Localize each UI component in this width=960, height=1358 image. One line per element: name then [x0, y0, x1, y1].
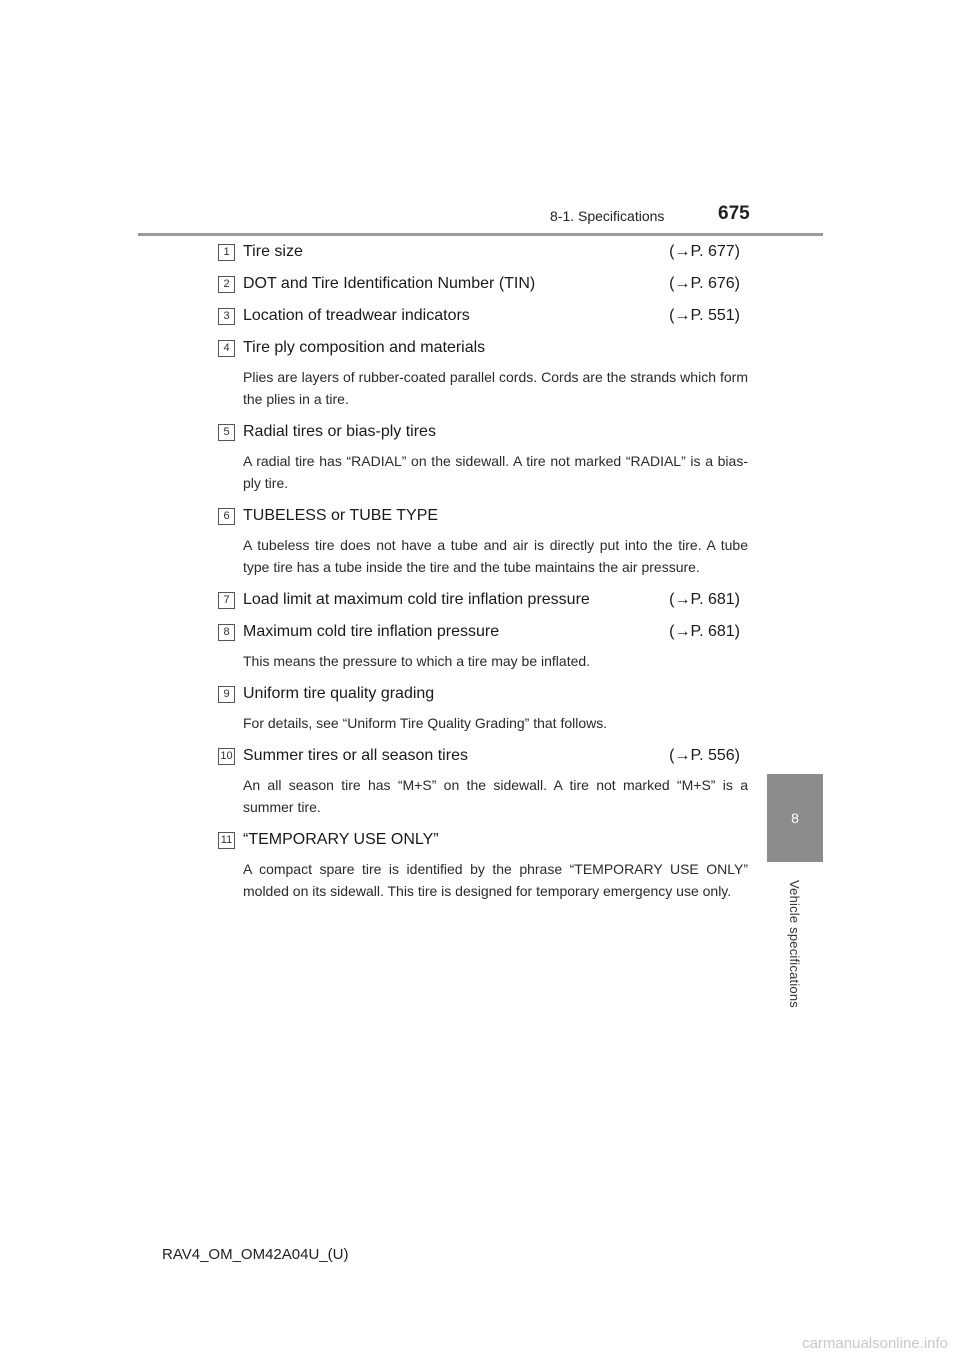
item-title: Tire ply composition and materials [243, 339, 486, 356]
item-heading [218, 302, 748, 330]
item-heading [218, 680, 748, 708]
list-item [218, 502, 748, 578]
list-item [218, 742, 748, 818]
list-item [218, 334, 748, 410]
item-description: Plies are layers of rubber-coated parallel cords. Cords are the strands which form the plies in a tire. [243, 369, 748, 407]
chapter-number: 8 [791, 810, 799, 826]
item-number-badge: 7 [218, 592, 235, 609]
item-description: For details, see “Uniform Tire Quality Grading” that follows. [243, 715, 608, 731]
item-title: Load limit at maximum cold tire inflation pressure [243, 591, 590, 608]
page-reference-link[interactable]: (→P. 676) [669, 275, 740, 292]
page-reference-link[interactable]: (→P. 681) [669, 623, 740, 640]
item-number-badge: 9 [218, 686, 235, 703]
tire-label-items [218, 238, 748, 910]
item-number-badge: 4 [218, 340, 235, 357]
list-item [218, 270, 748, 298]
item-heading [218, 238, 748, 266]
item-title: Tire size [243, 243, 303, 260]
item-number-badge: 8 [218, 624, 235, 641]
item-number-badge: 11 [218, 832, 235, 849]
item-title: “TEMPORARY USE ONLY” [243, 831, 439, 848]
page-reference-link[interactable]: (→P. 551) [669, 307, 740, 324]
list-item [218, 418, 748, 494]
item-description: A radial tire has “RADIAL” on the sidewall. A tire not marked “RADIAL” is a bias-ply tire. [243, 453, 748, 491]
item-number-badge: 10 [218, 748, 235, 765]
item-title: Maximum cold tire inflation pressure [243, 623, 500, 640]
list-item [218, 618, 748, 672]
section-title: 8-1. Specifications [550, 208, 665, 224]
page-reference-link[interactable]: (→P. 681) [669, 591, 740, 608]
item-number-badge: 6 [218, 508, 235, 525]
item-heading [218, 586, 748, 614]
list-item [218, 586, 748, 614]
page-number: 675 [718, 203, 750, 224]
page-reference-link[interactable]: (→P. 677) [669, 243, 740, 260]
header-divider [138, 233, 823, 236]
item-title: DOT and Tire Identification Number (TIN) [243, 275, 536, 292]
item-description: A tubeless tire does not have a tube and air is directly put into the tire. A tube type tire has a tube inside the tire and the tube maintains the air pressure. [243, 537, 748, 575]
item-number-badge: 1 [218, 244, 235, 261]
chapter-tab[interactable] [767, 774, 823, 862]
item-heading [218, 334, 748, 362]
page-reference-link[interactable]: (→P. 556) [669, 747, 740, 764]
item-number-badge: 2 [218, 276, 235, 293]
chapter-title: Vehicle specifications [787, 880, 802, 1008]
list-item [218, 680, 748, 734]
list-item [218, 302, 748, 330]
item-heading [218, 418, 748, 446]
list-item [218, 826, 748, 902]
item-description: An all season tire has “M+S” on the sidewall. A tire not marked “M+S” is a summer tire. [243, 777, 748, 815]
item-description: A compact spare tire is identified by the phrase “TEMPORARY USE ONLY” molded on its sidewall. This tire is designed for temporary emergency use only. [243, 861, 748, 899]
item-title: Uniform tire quality grading [243, 685, 435, 702]
item-title: Radial tires or bias-ply tires [243, 423, 436, 440]
item-heading [218, 826, 748, 854]
item-description: This means the pressure to which a tire may be inflated. [243, 653, 591, 669]
item-title: Location of treadwear indicators [243, 307, 470, 324]
watermark: carmanualsonline.info [802, 1335, 948, 1352]
manual-code: RAV4_OM_OM42A04U_(U) [162, 1246, 349, 1263]
item-heading [218, 502, 748, 530]
item-heading [218, 270, 748, 298]
item-number-badge: 3 [218, 308, 235, 325]
item-heading [218, 742, 748, 770]
list-item [218, 238, 748, 266]
item-number-badge: 5 [218, 424, 235, 441]
item-heading [218, 618, 748, 646]
item-title: TUBELESS or TUBE TYPE [243, 507, 439, 524]
item-title: Summer tires or all season tires [243, 747, 468, 764]
